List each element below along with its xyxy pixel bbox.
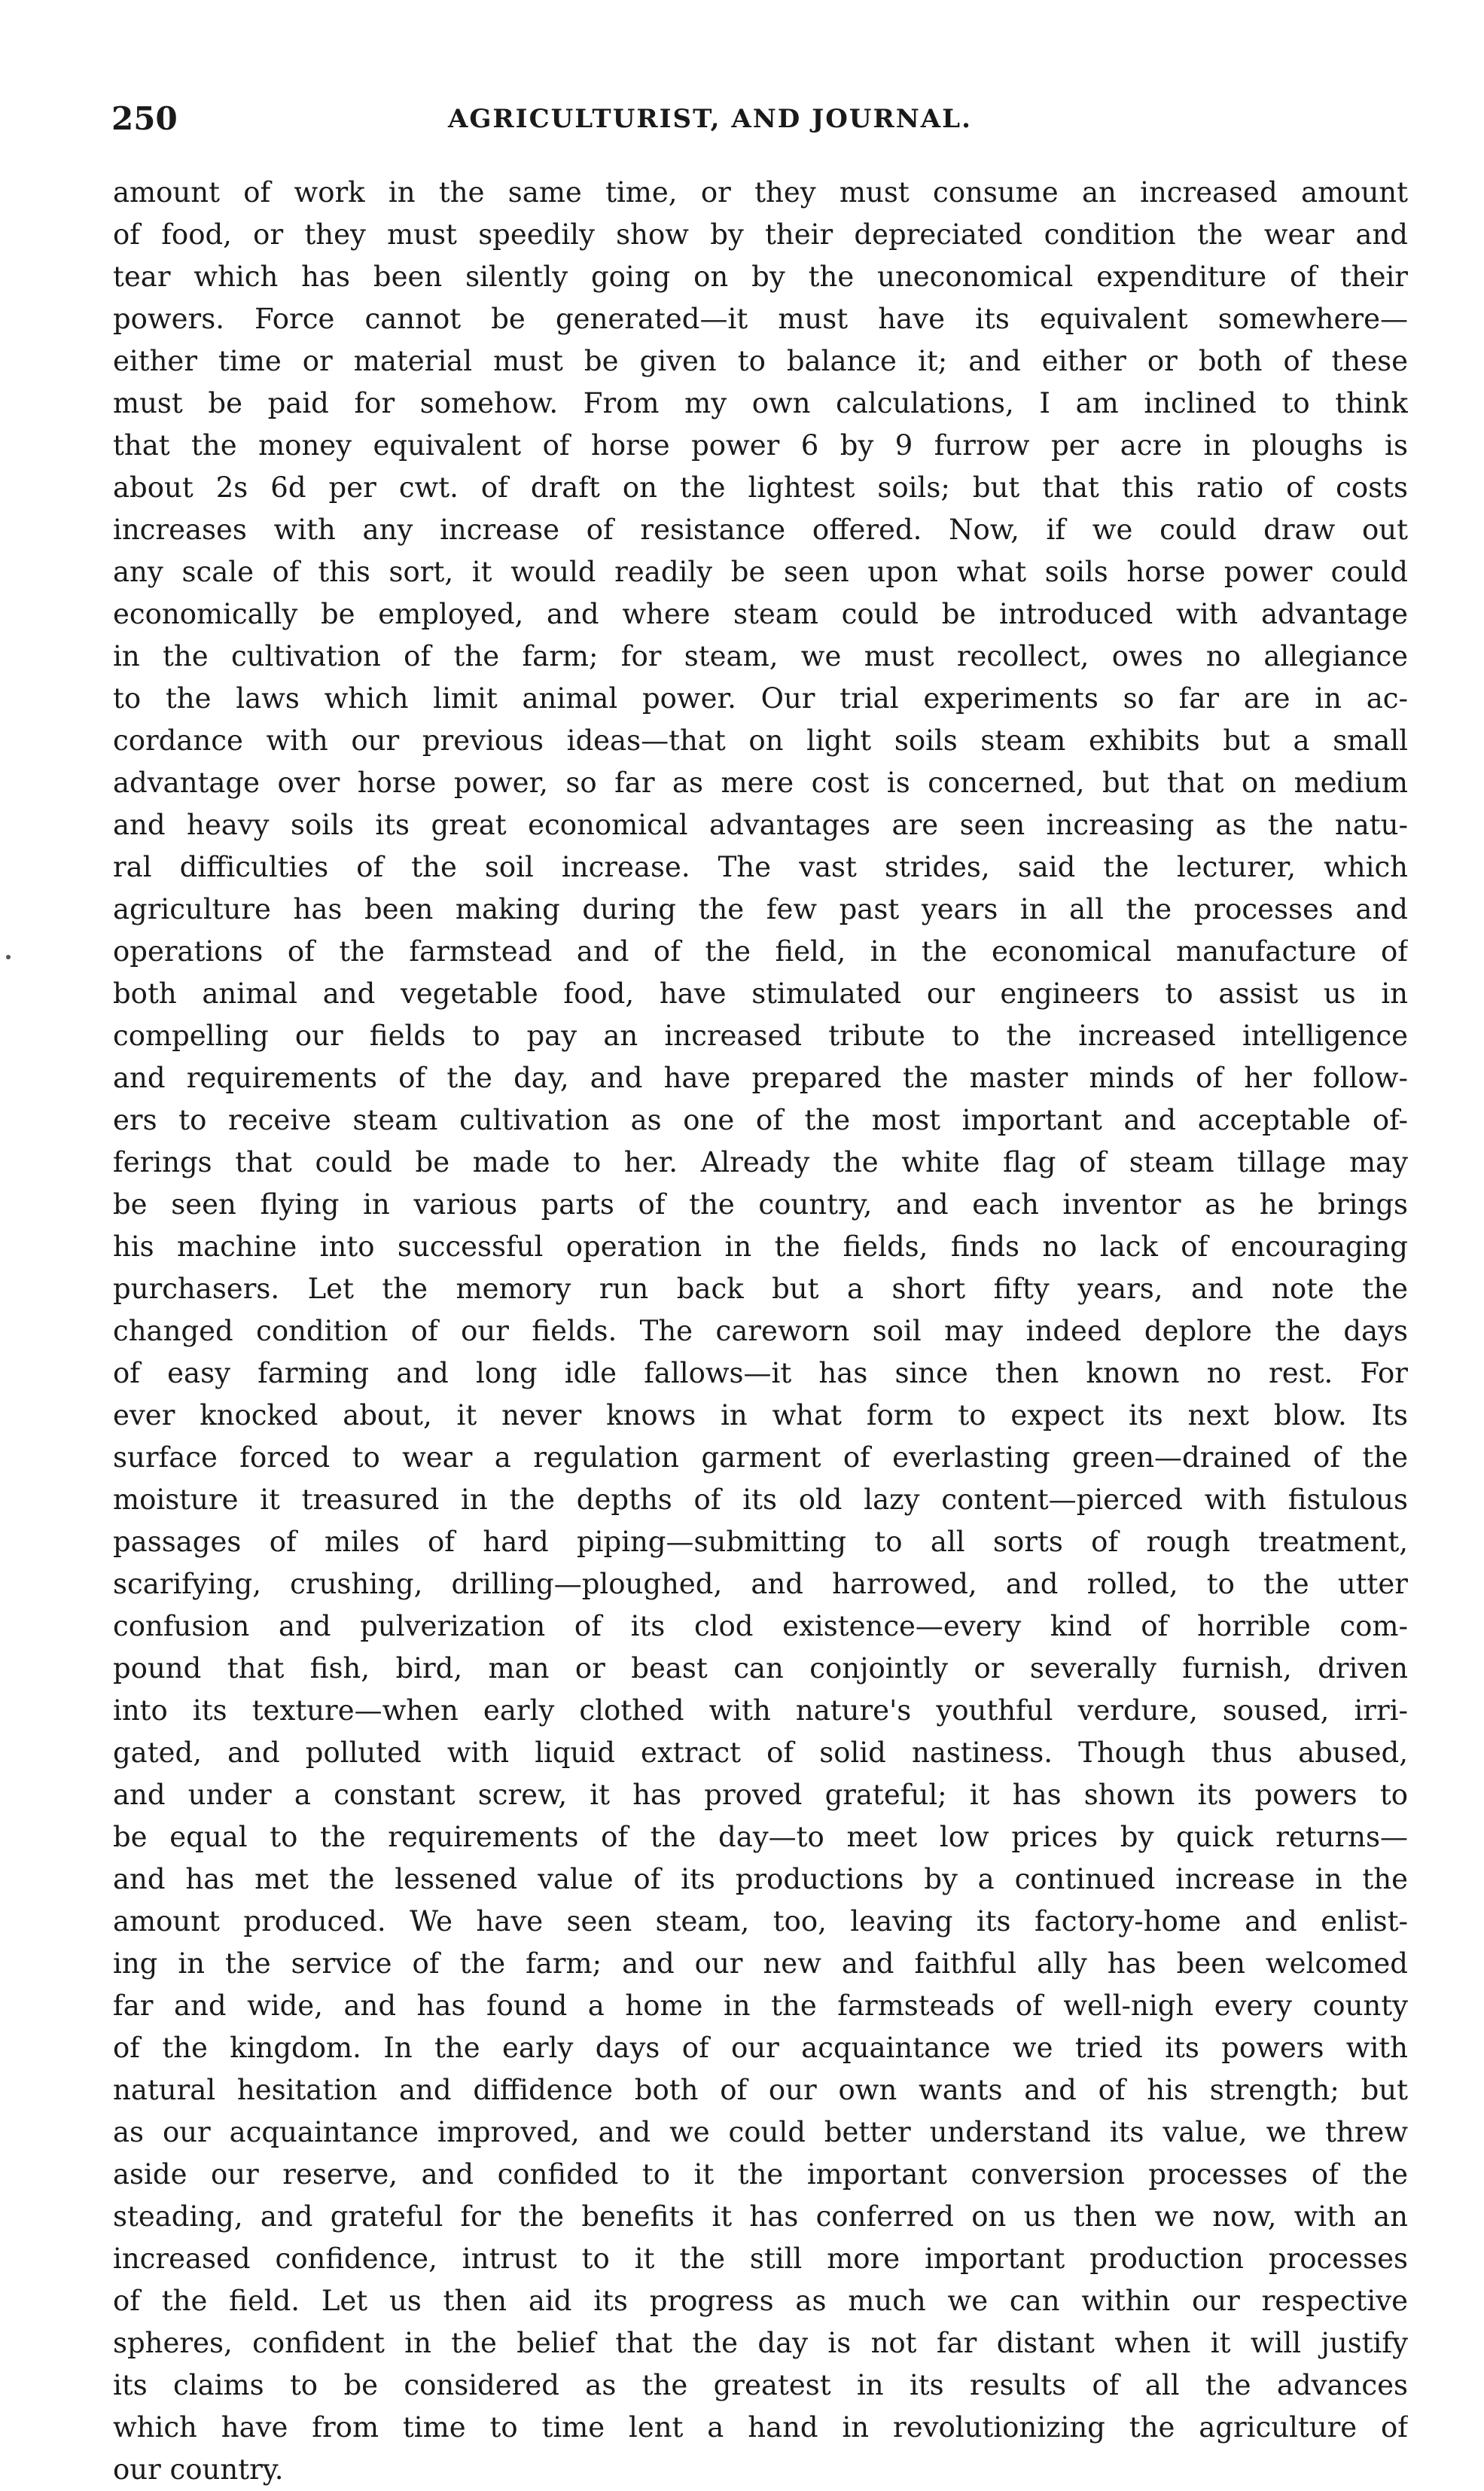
text-line: be equal to the requirements of the day—to meet low prices by quick returns— xyxy=(113,1821,1408,1853)
text-line: of the kingdom. In the early days of our acquaintance we tried its powers with xyxy=(113,2032,1408,2064)
text-line: amount produced. We have seen steam, too, leaving its factory-home and enlist- xyxy=(113,1905,1408,1938)
text-line: of easy farming and long idle fallows—it has since then known no rest. For xyxy=(113,1357,1408,1389)
text-line: powers. Force cannot be generated—it must have its equivalent somewhere— xyxy=(113,303,1408,335)
text-line: passages of miles of hard piping—submitting to all sorts of rough treatment, xyxy=(113,1526,1408,1558)
text-line: as our acquaintance improved, and we could better understand its value, we threw xyxy=(113,2116,1408,2148)
body-text xyxy=(113,172,1408,2491)
text-line: natural hesitation and diffidence both of our own wants and of his strength; but xyxy=(113,2074,1408,2106)
text-line: his machine into successful operation in the fields, finds no lack of encouraging xyxy=(113,1230,1408,1263)
text-line: steading, and grateful for the benefits it has conferred on us then we now, with an xyxy=(113,2200,1408,2233)
text-line: increases with any increase of resistance offered. Now, if we could draw out xyxy=(113,514,1408,546)
text-line: its claims to be considered as the greatest in its results of all the advances xyxy=(113,2369,1408,2401)
text-line: ral difficulties of the soil increase. The vast strides, said the lecturer, which xyxy=(113,851,1408,883)
text-line: changed condition of our fields. The careworn soil may indeed deplore the days xyxy=(113,1315,1408,1347)
text-line: compelling our fields to pay an increased tribute to the increased intelligence xyxy=(113,1020,1408,1052)
text-line: any scale of this sort, it would readily be seen upon what soils horse power could xyxy=(113,556,1408,588)
text-line: of food, or they must speedily show by their depreciated condition the wear and xyxy=(113,218,1408,251)
text-line: moisture it treasured in the depths of its old lazy content—pierced with fistulous xyxy=(113,1483,1408,1516)
text-line: agriculture has been making during the few past years in all the processes and xyxy=(113,893,1408,925)
text-line: economically be employed, and where steam could be introduced with advantage xyxy=(113,598,1408,630)
text-line: ever knocked about, it never knows in what form to expect its next blow. Its xyxy=(113,1399,1408,1431)
text-line: ers to receive steam cultivation as one of the most important and acceptable of- xyxy=(113,1104,1408,1136)
text-line: operations of the farmstead and of the field, in the economical manufacture of xyxy=(113,935,1408,968)
text-line: increased confidence, intrust to it the still more important production processes xyxy=(113,2243,1408,2275)
text-line: pound that fish, bird, man or beast can conjointly or severally furnish, driven xyxy=(113,1652,1408,1685)
text-line: that the money equivalent of horse power 6 by 9 furrow per acre in ploughs is xyxy=(113,429,1408,462)
text-line: purchasers. Let the memory run back but a short fifty years, and note the xyxy=(113,1273,1408,1305)
text-line: surface forced to wear a regulation garment of everlasting green—drained of the xyxy=(113,1441,1408,1474)
text-line: tear which has been silently going on by the uneconomical expenditure of their xyxy=(113,261,1408,293)
text-line: gated, and polluted with liquid extract of solid nastiness. Though thus abused, xyxy=(113,1736,1408,1769)
margin-mark xyxy=(6,955,11,959)
text-line: and under a constant screw, it has proved grateful; it has shown its powers to xyxy=(113,1779,1408,1811)
text-line: ing in the service of the farm; and our new and faithful ally has been welcomed xyxy=(113,1947,1408,1980)
text-line: both animal and vegetable food, have stimulated our engineers to assist us in xyxy=(113,977,1408,1010)
text-line: into its texture—when early clothed with nature's youthful verdure, soused, irri- xyxy=(113,1694,1408,1727)
text-line: either time or material must be given to balance it; and either or both of these xyxy=(113,345,1408,377)
text-line: cordance with our previous ideas—that on light soils steam exhibits but a small xyxy=(113,724,1408,757)
text-line: and requirements of the day, and have prepared the master minds of her follow- xyxy=(113,1062,1408,1094)
text-line: in the cultivation of the farm; for steam, we must recollect, owes no allegiance xyxy=(113,640,1408,672)
text-line: ferings that could be made to her. Already the white flag of steam tillage may xyxy=(113,1146,1408,1178)
text-line: which have from time to time lent a hand in revolutionizing the agriculture of xyxy=(113,2411,1408,2444)
text-line: advantage over horse power, so far as mere cost is concerned, but that on medium xyxy=(113,767,1408,799)
text-line: and heavy soils its great economical advantages are seen increasing as the natu- xyxy=(113,809,1408,841)
text-line: be seen flying in various parts of the country, and each inventor as he brings xyxy=(113,1188,1408,1221)
running-head: AGRICULTURIST, AND JOURNAL. xyxy=(448,104,972,134)
text-line: about 2s 6d per cwt. of draft on the lightest soils; but that this ratio of costs xyxy=(113,471,1408,504)
text-line: must be paid for somehow. From my own calculations, I am inclined to think xyxy=(113,387,1408,419)
text-line: spheres, confident in the belief that the day is not far distant when it will justify xyxy=(113,2327,1408,2359)
text-line: to the laws which limit animal power. Our trial experiments so far are in ac- xyxy=(113,682,1408,715)
text-line: aside our reserve, and confided to it the important conversion processes of the xyxy=(113,2158,1408,2191)
text-line: our country. xyxy=(113,2453,284,2486)
text-line: and has met the lessened value of its productions by a continued increase in the xyxy=(113,1863,1408,1895)
page-number: 250 xyxy=(111,100,178,137)
text-line: far and wide, and has found a home in the farmsteads of well-nigh every county xyxy=(113,1989,1408,2022)
text-line: confusion and pulverization of its clod existence—every kind of horrible com- xyxy=(113,1610,1408,1642)
text-line: of the field. Let us then aid its progress as much we can within our respective xyxy=(113,2285,1408,2317)
text-line: amount of work in the same time, or they must consume an increased amount xyxy=(113,176,1408,209)
text-line: scarifying, crushing, drilling—ploughed, and harrowed, and rolled, to the utter xyxy=(113,1568,1408,1600)
page-header xyxy=(105,96,1400,142)
